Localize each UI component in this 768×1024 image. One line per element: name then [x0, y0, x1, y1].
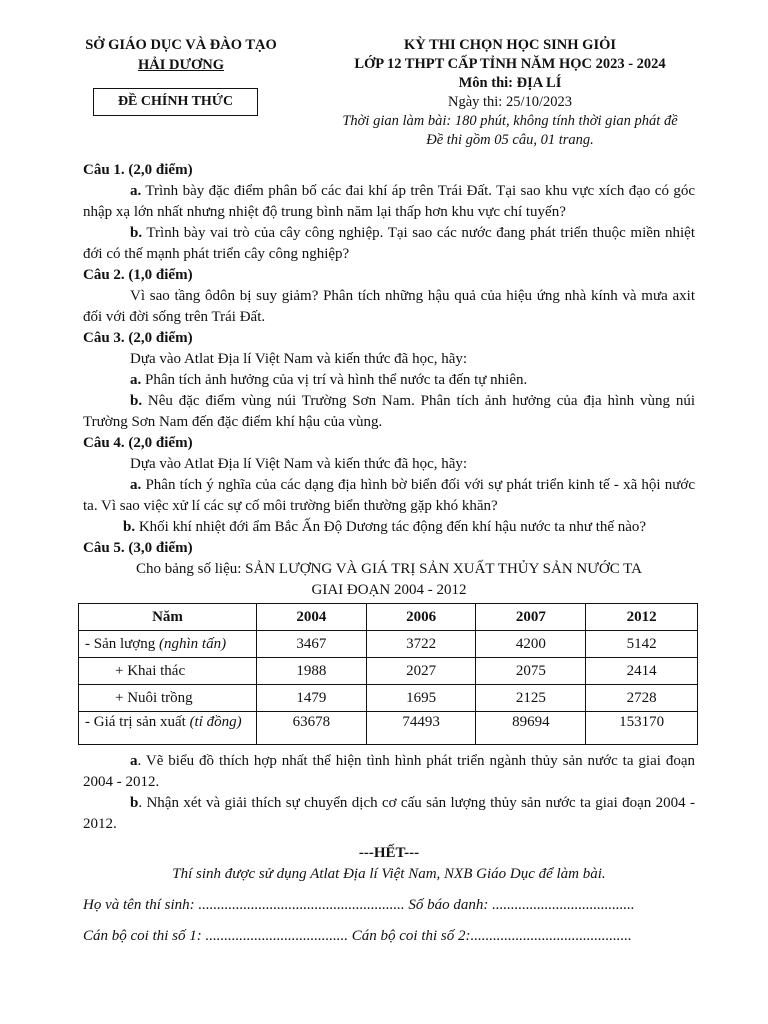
- row-unit: (tỉ đồng): [189, 714, 242, 730]
- table-header-cell: 2012: [586, 604, 698, 631]
- row-label: [79, 631, 257, 658]
- exam-subject: Môn thi: ĐỊA LÍ: [458, 75, 562, 91]
- table-cell: 3467: [256, 631, 366, 658]
- question-5b: [83, 793, 695, 835]
- question-4b-text: Khối khí nhiệt đới ẩm Bắc Ấn Độ Dương tác động đến khí hậu nước ta như thế nào?: [135, 519, 647, 535]
- question-4a: [83, 475, 695, 517]
- proctor-2-label: Cán bộ coi thi số 2:: [351, 928, 471, 944]
- question-4-intro: Dựa vào Atlat Địa lí Việt Nam và kiến thức đã học, hãy:: [130, 456, 468, 472]
- question-3b-text: Nêu đặc điểm vùng núi Trường Sơn Nam. Phân tích ảnh hưởng của địa hình vùng núi Trường Sơn Nam đến đặc điểm khí hậu của vùng.: [83, 393, 695, 430]
- table-header-cell: 2006: [366, 604, 476, 631]
- table-row: [79, 685, 698, 712]
- table-cell: 2075: [476, 658, 586, 685]
- table-header-cell: Năm: [79, 604, 257, 631]
- exam-page-count: Đề thi gồm 05 câu, 01 trang.: [426, 132, 594, 148]
- candidate-number-label: Số báo danh:: [408, 897, 493, 913]
- table-cell: 1479: [256, 685, 366, 712]
- proctor-1-dots: ......................................: [205, 928, 352, 944]
- question-2-title: Câu 2. (1,0 điểm): [83, 267, 193, 283]
- table-row: [79, 631, 698, 658]
- proctor-1-label: Cán bộ coi thi số 1:: [83, 928, 206, 944]
- proctor-2-dots: ...........................................: [470, 928, 632, 944]
- table-caption-line2: GIAI ĐOẠN 2004 - 2012: [311, 582, 467, 598]
- question-3a-label: a.: [130, 372, 142, 388]
- row-label: + Nuôi trồng: [79, 685, 257, 712]
- exam-grade-year: LỚP 12 THPT CẤP TỈNH NĂM HỌC 2023 - 2024: [354, 56, 666, 72]
- header-right: [300, 36, 720, 150]
- candidate-name-label: Họ và tên thí sinh:: [83, 897, 199, 913]
- question-1b-text: Trình bày vai trò của cây công nghiệp. Tại sao các nước đang phát triển thuộc miền nhiệt đới có thế mạnh phát triển cây công nghiệp?: [83, 225, 695, 262]
- table-cell: 4200: [476, 631, 586, 658]
- question-5b-text: . Nhận xét và giải thích sự chuyển dịch cơ cấu sản lượng thủy sản nước ta giai đoạn 2004 - 2012.: [83, 795, 695, 832]
- official-exam-box: ĐỀ CHÍNH THỨC: [93, 88, 258, 116]
- question-3-title: Câu 3. (2,0 điểm): [83, 330, 193, 346]
- fisheries-data-table: [78, 603, 698, 745]
- question-1b: [83, 223, 695, 265]
- question-4-title: Câu 4. (2,0 điểm): [83, 435, 193, 451]
- table-row: [79, 712, 698, 745]
- question-3b: [83, 391, 695, 433]
- table-row: [79, 658, 698, 685]
- question-1a: [83, 181, 695, 223]
- atlas-note: Thí sinh được sử dụng Atlat Địa lí Việt Nam, NXB Giáo Dục để làm bài.: [172, 866, 606, 882]
- table-header-cell: 2004: [256, 604, 366, 631]
- table-cell: 153170: [586, 712, 698, 745]
- table-cell: 74493: [366, 712, 476, 745]
- question-5a-label: a: [130, 753, 138, 769]
- table-cell: 63678: [256, 712, 366, 745]
- question-1b-label: b.: [130, 225, 143, 241]
- row-label: + Khai thác: [79, 658, 257, 685]
- proctor-line: [83, 926, 695, 947]
- question-1a-text: Trình bày đặc điểm phân bố các đai khí áp trên Trái Đất. Tại sao khu vực xích đạo có góc nhập xạ lớn nhất nhưng nhiệt độ trung bình năm lại thấp hơn khu vực chí tuyến?: [83, 183, 695, 220]
- question-3a-text: Phân tích ảnh hưởng của vị trí và hình thể nước ta đến tự nhiên.: [141, 372, 528, 388]
- exam-title: KỲ THI CHỌN HỌC SINH GIỎI: [403, 37, 617, 53]
- candidate-number-dots: ......................................: [492, 897, 635, 913]
- row-label: [79, 712, 257, 745]
- exam-content: [83, 160, 695, 947]
- table-caption-line1: Cho bảng số liệu: SẢN LƯỢNG VÀ GIÁ TRỊ SẢN XUẤT THỦY SẢN NƯỚC TA: [136, 561, 642, 577]
- candidate-info-line: [83, 895, 695, 916]
- question-2-text: Vì sao tầng ôdôn bị suy giảm? Phân tích những hậu quả của hiệu ứng nhà kính và mưa axit đối với đời sống trên Trái Đất.: [83, 288, 695, 325]
- question-4a-text: Phân tích ý nghĩa của các dạng địa hình bờ biển đối với sự phát triển kinh tế - xã hội nước ta. Vì sao việc xử lí các sự cố môi trường biển thường gặp khó khăn?: [83, 477, 695, 514]
- question-5b-label: b: [130, 795, 139, 811]
- question-3b-label: b.: [130, 393, 143, 409]
- province-name: HẢI DƯƠNG: [137, 57, 225, 73]
- question-1-title: Câu 1. (2,0 điểm): [83, 162, 193, 178]
- end-marker: ---HẾT---: [358, 845, 420, 861]
- question-4a-label: a.: [130, 477, 142, 493]
- question-5-title: Câu 5. (3,0 điểm): [83, 540, 193, 556]
- table-cell: 3722: [366, 631, 476, 658]
- department-name: SỞ GIÁO DỤC VÀ ĐÀO TẠO: [85, 37, 277, 53]
- table-cell: 1988: [256, 658, 366, 685]
- table-cell: 2125: [476, 685, 586, 712]
- table-cell: 2027: [366, 658, 476, 685]
- candidate-name-dots: .......................................................: [198, 897, 409, 913]
- row-label-text: - Giá trị sản xuất: [85, 714, 190, 730]
- table-cell: 1695: [366, 685, 476, 712]
- question-3-intro: Dựa vào Atlat Địa lí Việt Nam và kiến thức đã học, hãy:: [130, 351, 468, 367]
- row-unit: (nghìn tấn): [158, 635, 227, 652]
- row-label-text: - Sản lượng: [85, 635, 159, 652]
- table-header-cell: 2007: [476, 604, 586, 631]
- table-header-row: [79, 604, 698, 631]
- table-cell: 2414: [586, 658, 698, 685]
- header-left: [70, 36, 292, 76]
- question-5a-text: . Vẽ biểu đồ thích hợp nhất thể hiện tình hình phát triển ngành thủy sản nước ta giai đoạn 2004 - 2012.: [83, 753, 695, 790]
- exam-date: Ngày thi: 25/10/2023: [447, 94, 573, 110]
- question-5a: [83, 751, 695, 793]
- question-4b-label: b.: [123, 519, 136, 535]
- question-4b: [83, 517, 695, 538]
- table-cell: 89694: [476, 712, 586, 745]
- table-cell: 2728: [586, 685, 698, 712]
- table-cell: 5142: [586, 631, 698, 658]
- exam-duration: Thời gian làm bài: 180 phút, không tính thời gian phát đề: [342, 113, 678, 129]
- question-3a: [83, 370, 695, 391]
- question-1a-label: a.: [130, 183, 142, 199]
